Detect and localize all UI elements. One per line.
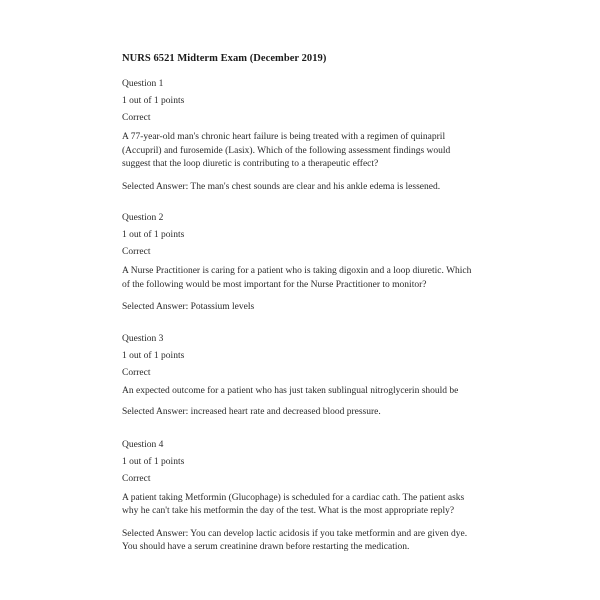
- question-block-1: [122, 76, 480, 194]
- question-status: Correct: [122, 367, 151, 378]
- question-status: Correct: [122, 473, 151, 484]
- question-number: Question 3: [122, 333, 164, 344]
- document-title: NURS 6521 Midterm Exam (December 2019): [122, 53, 327, 64]
- question-block-4: [122, 437, 480, 555]
- question-status: Correct: [122, 247, 151, 257]
- question-text: A 77-year-old man's chronic heart failure is being treated with a regimen of quinapril (Accupril) and furosemide (Lasix). Which of the following assessment findings would suggest that the loop diuretic is contributing to a therapeutic effect?: [122, 132, 451, 169]
- question-number: Question 4: [122, 439, 164, 450]
- question-points: 1 out of 1 points: [122, 456, 185, 467]
- question-points: 1 out of 1 points: [122, 230, 185, 240]
- question-text: A Nurse Practitioner is caring for a patient who is taking digoxin and a loop diuretic. Which of the following would be most important for the Nurse Practitioner to monitor?: [122, 266, 472, 290]
- selected-answer: Selected Answer: You can develop lactic acidosis if you take metformin and are given dye. You should have a serum creatinine drawn before restarting the medication.: [122, 528, 468, 552]
- question-text: A patient taking Metformin (Glucophage) is scheduled for a cardiac cath. The patient asks why he can't take his metformin the day of the test. What is the most appropriate reply?: [122, 492, 465, 516]
- selected-answer: Selected Answer: Potassium levels: [122, 302, 255, 312]
- question-points: 1 out of 1 points: [122, 96, 185, 106]
- question-number: Question 1: [122, 79, 164, 89]
- document-content: [122, 52, 480, 555]
- question-text: An expected outcome for a patient who has just taken sublingual nitroglycerin should be: [122, 385, 459, 396]
- question-block-3: [122, 331, 480, 421]
- question-points: 1 out of 1 points: [122, 350, 185, 361]
- question-block-2: [122, 210, 480, 315]
- selected-answer: Selected Answer: increased heart rate and decreased blood pressure.: [122, 406, 381, 417]
- question-status: Correct: [122, 113, 151, 123]
- selected-answer: Selected Answer: The man's chest sounds are clear and his ankle edema is lessened.: [122, 181, 441, 192]
- question-number: Question 2: [122, 213, 164, 223]
